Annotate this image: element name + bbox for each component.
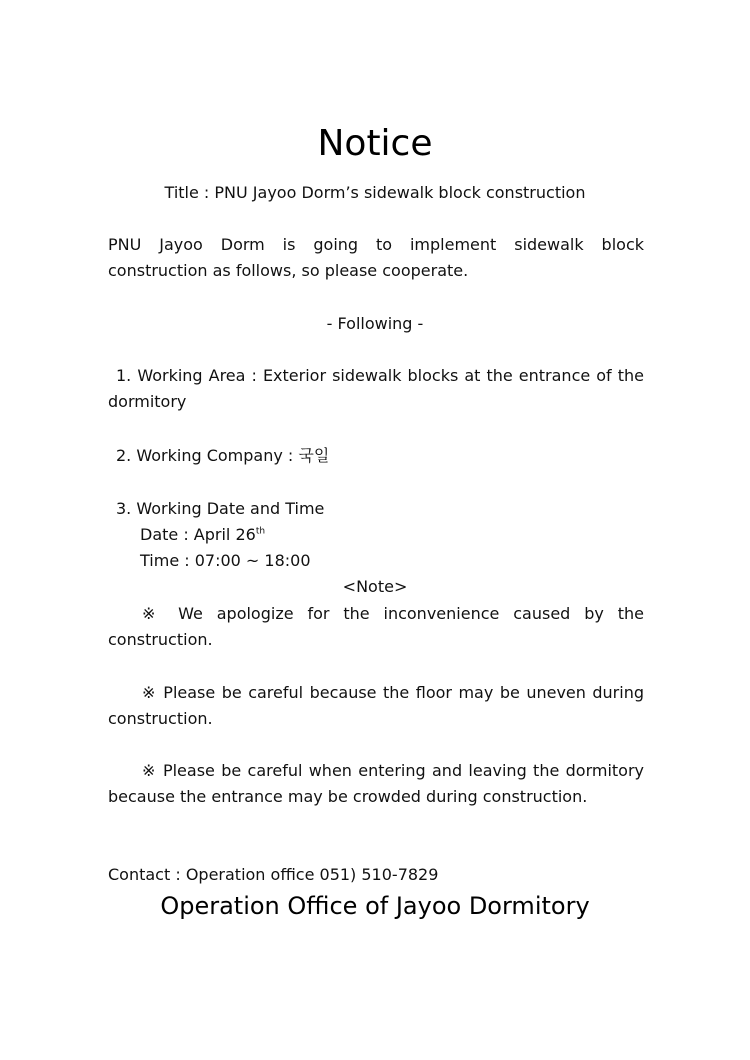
- item-date: [140, 522, 265, 548]
- note-2-line-1: ※ Please be careful because the floor may be uneven during: [142, 683, 644, 702]
- item-working-date-time: 3. Working Date and Time: [116, 499, 325, 518]
- note-1-line-1: ※ We apologize for the inconvenience caused by the: [142, 604, 644, 623]
- signature-line: Operation Office of Jayoo Dormitory: [160, 892, 590, 920]
- item-date-label: Date : April 26: [140, 525, 256, 544]
- note-1: [108, 601, 644, 653]
- item-time: Time : 07:00 ~ 18:00: [140, 551, 311, 570]
- item-working-area-line-2: dormitory: [108, 392, 187, 411]
- item-date-suffix: th: [255, 526, 266, 537]
- item-working-area-line-1: 1. Working Area : Exterior sidewalk blocks at the entrance of the: [116, 366, 644, 385]
- note-2: [108, 680, 644, 732]
- note-2-line-2: construction.: [108, 709, 213, 728]
- intro-line-1: PNU Jayoo Dorm is going to implement sidewalk block: [108, 235, 644, 254]
- item-working-area: [108, 363, 644, 415]
- note-3-line-2: because the entrance may be crowded during construction.: [108, 787, 588, 806]
- note-3: [108, 758, 644, 810]
- contact-line: Contact : Operation office 051) 510-7829: [108, 865, 439, 884]
- note-heading: <Note>: [342, 577, 408, 596]
- following-label: - Following -: [326, 314, 424, 333]
- intro-line-2: construction as follows, so please cooperate.: [108, 261, 469, 280]
- item-working-company: 2. Working Company : 국일: [116, 446, 330, 465]
- note-1-line-2: construction.: [108, 630, 213, 649]
- note-3-line-1: ※ Please be careful when entering and leaving the dormitory: [142, 761, 644, 780]
- intro-paragraph: [108, 232, 644, 284]
- notice-title-line: Title : PNU Jayoo Dorm’s sidewalk block construction: [164, 183, 586, 202]
- notice-heading: Notice: [317, 123, 433, 164]
